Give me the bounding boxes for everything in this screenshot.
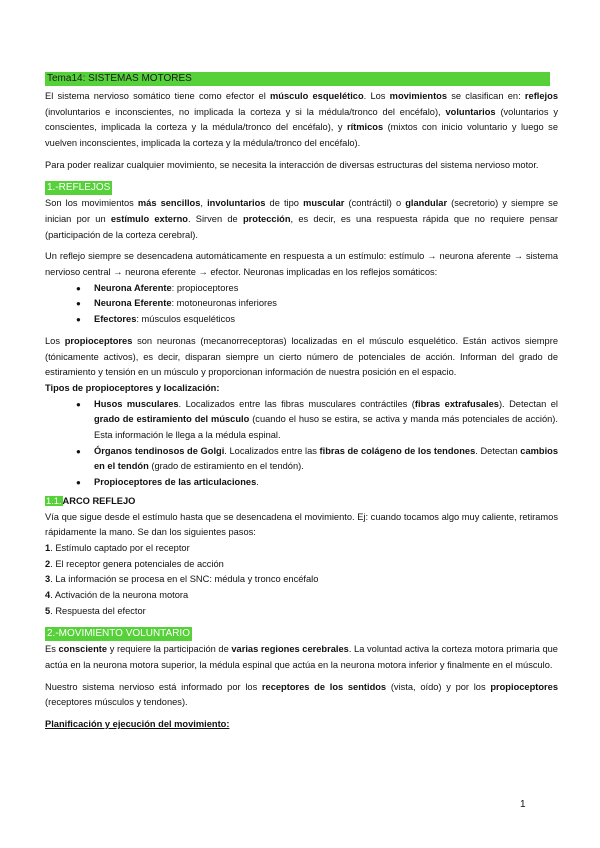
neuron-list (45, 281, 558, 328)
proprioceptor-types-heading: Tipos de propioceptores y localización: (45, 382, 220, 393)
list-item: ● Órganos tendinosos de Golgi. Localizados entre las fibras de colágeno de los tendones. Detectan cambios en el tendón (grado de estiramiento en el tendón). (45, 444, 558, 475)
intro-paragraph-2: Para poder realizar cualquier movimiento, se necesita la interacción de diversas estructuras del sistema nervioso motor. (45, 159, 539, 170)
page-content (45, 72, 558, 733)
list-item: ● Husos musculares. Localizados entre las fibras musculares contráctiles (fibras extrafusales). Detectan el grado de estiramiento del músculo (cuando el huso se estira, se activa y manda más potenciales de acción). Esta información le llega a la médula espinal. (45, 397, 558, 444)
step-item: 1. Estímulo captado por el receptor (45, 542, 190, 553)
subsection-1-1-title: 1.1.ARCO REFLEJO (46, 495, 136, 506)
page-number: 1 (520, 799, 526, 810)
section-2-title: 2.-MOVIMIENTO VOLUNTARIO (47, 627, 190, 639)
reflex-definition-paragraph: Son los movimientos más sencillos, involuntarios de tipo muscular (contráctil) o glandular (secretorio) y siempre se inician por un estímulo externo. Sirven de protección, es decir, es una respuesta rápida que no requiere pensar (participación de la corteza cerebral). (45, 198, 559, 240)
list-item: ● Efectores: músculos esqueléticos (45, 312, 558, 328)
reflex-arc-steps (45, 541, 558, 620)
reflex-pathway-paragraph: Un reflejo siempre se desencadena automáticamente en respuesta a un estímulo: estímulo → neurona aferente → sistema nervioso central → neurona eferente → efector. Neuronas implicadas en los reflejos somáticos: (45, 251, 558, 278)
list-item: ● Neurona Eferente: motoneuronas inferiores (45, 296, 558, 312)
list-item: ● Propioceptores de las articulaciones. (45, 475, 558, 491)
section-1-title: 1.-REFLEJOS (47, 181, 111, 193)
planning-subheading: Planificación y ejecución del movimiento: (45, 719, 230, 730)
voluntary-movement-paragraph: Es consciente y requiere la participación de varias regiones cerebrales. La voluntad activa la corteza motora primaria que actúa en la neurona motora superior, la médula espinal que actúa en la neurona motora inferior y finalmente en el músculo. (45, 644, 558, 670)
list-item: ● Neurona Aferente: propioceptores (45, 281, 558, 297)
step-item: 2. El receptor genera potenciales de acción (45, 558, 224, 569)
proprioceptors-paragraph: Los propioceptores son neuronas (mecanorreceptoras) localizadas en el músculo esquelético. Están activos siempre (tónicamente activos), es decir, disparan siempre un cierto número de potenciales de acción. Informan del grado de estiramiento y tensión en un músculo y proporcionan información de nuestra posición en el espacio. (45, 335, 558, 378)
step-item: 5. Respuesta del efector (45, 605, 146, 616)
page-title: Tema14: SISTEMAS MOTORES (45, 72, 550, 86)
senses-paragraph: Nuestro sistema nervioso está informado por los receptores de los sentidos (vista, oído) y por los propioceptores (receptores músculos y tendones). (45, 681, 558, 708)
step-item: 3. La información se procesa en el SNC: médula y tronco encéfalo (45, 574, 319, 585)
reflex-arc-paragraph: Vía que sigue desde el estímulo hasta que se desencadena el movimiento. Ej: cuando tocamos algo muy caliente, retiramos rápidamente la mano. Se dan los siguientes pasos: (45, 511, 558, 538)
intro-paragraph-1: El sistema nervioso somático tiene como efector el músculo esquelético. Los movimientos se clasifican en: reflejos (involuntarios e inconscientes, no implicada la corteza y si la médula/tronco del encéfalo), voluntarios (voluntarios y conscientes, implicada la corteza y la médula/tronco del encéfalo), y rítmicos (mixtos con inicio voluntario y luego se vuelven inconscientes, implicada la corteza y la médula/tronco del encéfalo). (45, 91, 558, 149)
proprioceptor-types-list (45, 397, 558, 491)
step-item: 4. Activación de la neurona motora (45, 590, 189, 601)
